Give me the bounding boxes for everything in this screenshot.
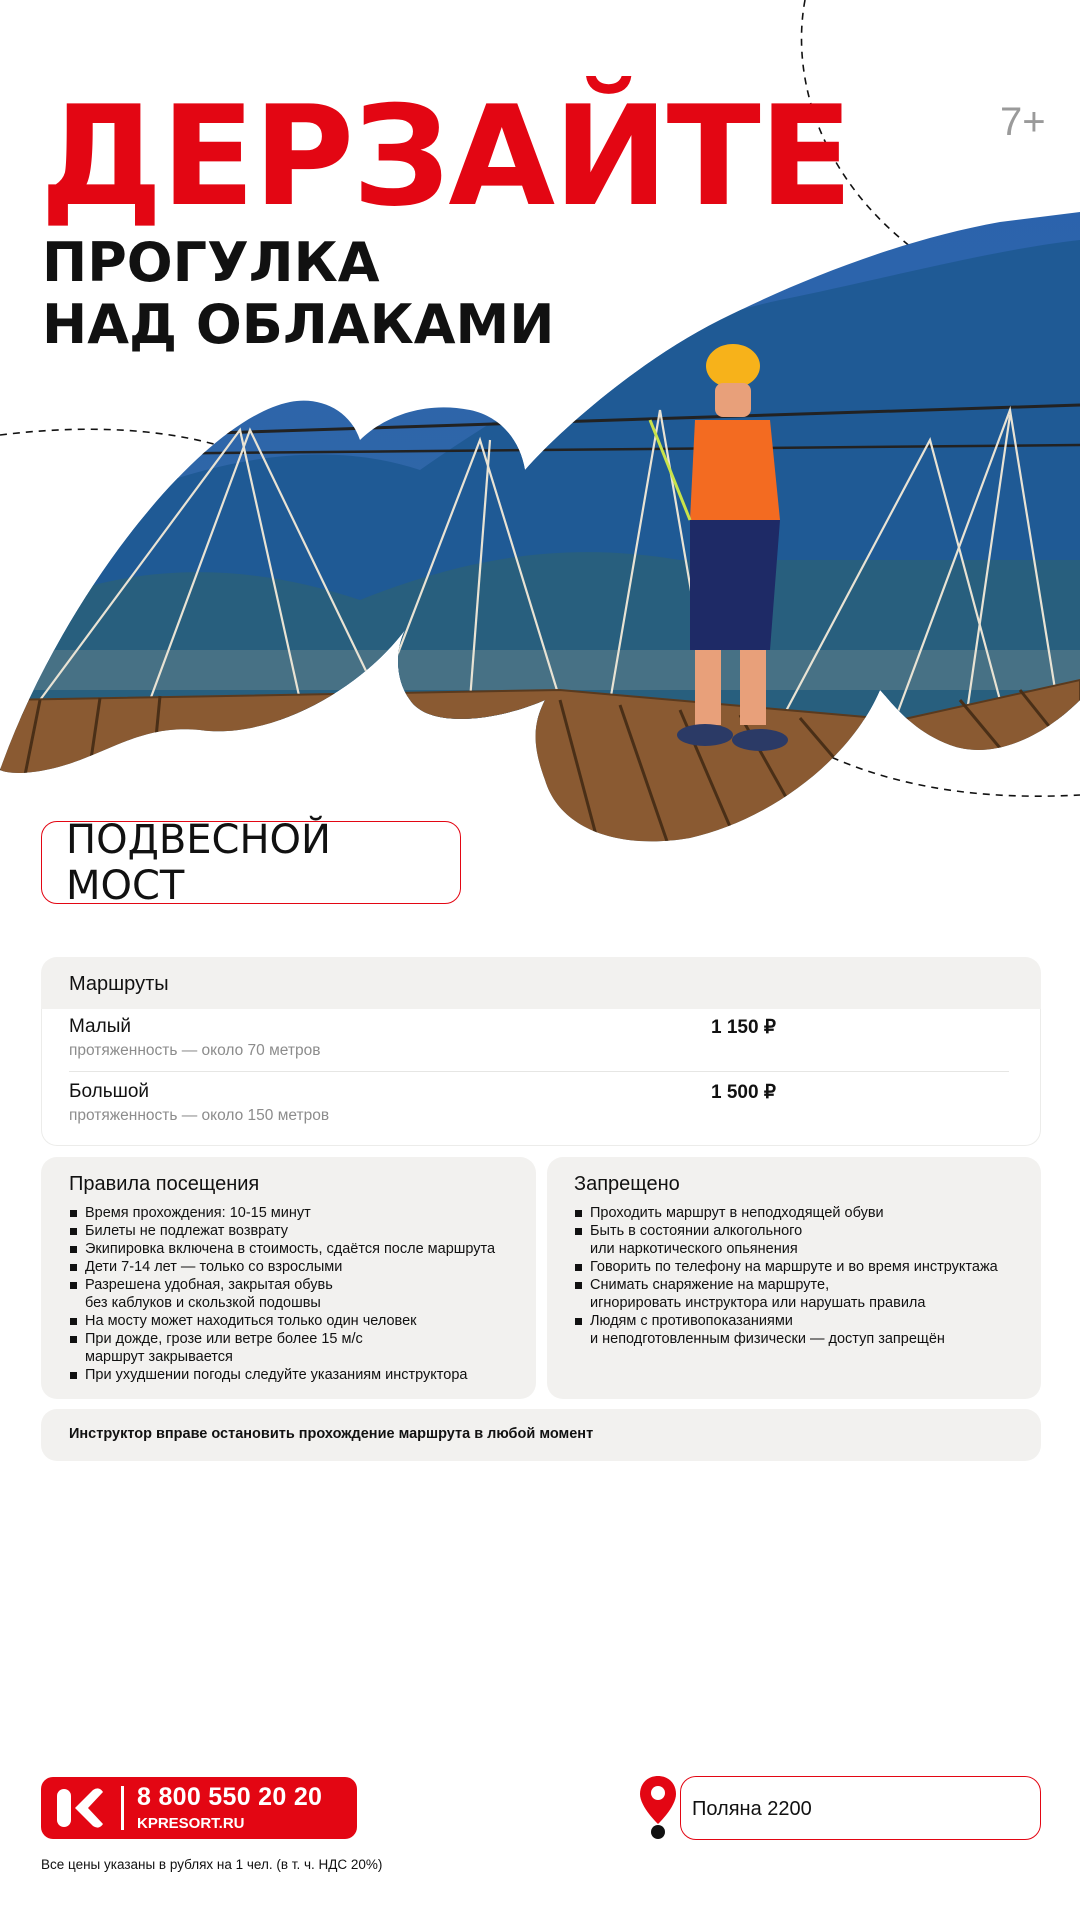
route-price: 1 500 ₽ [711,1082,776,1103]
list-item: Людям с противопоказаниями и неподготовленным физически — доступ запрещён [574,1312,1031,1348]
list-item: Говорить по телефону на маршруте и во время инструктажа [574,1258,1031,1276]
rules-panel [41,1157,536,1399]
age-rating: 7+ [1000,100,1046,144]
location-label: Поляна 2200 [680,1776,1041,1840]
route-price: 1 150 ₽ [711,1017,776,1038]
subtitle [42,232,554,356]
subtitle-line-2: НАД ОБЛАКАМИ [42,293,555,356]
contact-badge [41,1777,357,1839]
instructor-note: Инструктор вправе остановить прохождение маршрута в любой момент [41,1409,1041,1461]
venue-label: ПОДВЕСНОЙ МОСТ [41,821,461,904]
routes-title: Маршруты [41,957,1041,1009]
route-desc: протяженность — около 70 метров [69,1042,321,1059]
route-divider [69,1071,1009,1072]
list-item: Разрешена удобная, закрытая обувь без каблуков и скользкой подошвы [69,1276,526,1312]
list-item: Экипировка включена в стоимость, сдаётся после маршрута [69,1240,526,1258]
forbidden-title: Запрещено [574,1173,680,1195]
route-desc: протяженность — около 150 метров [69,1107,330,1124]
list-item: Снимать снаряжение на маршруте, игнорировать инструктора или нарушать правила [574,1276,1031,1312]
route-row [69,1016,1009,1060]
forbidden-panel [547,1157,1041,1399]
rules-title: Правила посещения [69,1173,260,1195]
list-item: При дожде, грозе или ветре более 15 м/с маршрут закрывается [69,1330,526,1366]
list-item: Проходить маршрут в неподходящей обуви [574,1204,1031,1222]
forbidden-list [574,1204,1031,1348]
list-item: Быть в состоянии алкогольного или наркотического опьянения [574,1222,1031,1258]
phone-number[interactable]: 8 800 550 20 20 [137,1783,323,1811]
price-footnote: Все цены указаны в рублях на 1 чел. (в т. ч. НДС 20%) [41,1857,383,1872]
k-logo-icon [55,1787,107,1829]
list-item: На мосту может находиться только один человек [69,1312,526,1330]
map-pin-icon [638,1774,678,1840]
route-name: Большой [69,1081,150,1102]
route-row [69,1081,1009,1125]
list-item: Дети 7-14 лет — только со взрослыми [69,1258,526,1276]
list-item: Билеты не подлежат возврату [69,1222,526,1240]
headline: ДЕРЗАЙТЕ [40,76,852,237]
logo-divider [121,1786,124,1830]
routes-table [41,1009,1041,1146]
subtitle-line-1: ПРОГУЛКА [42,231,380,294]
rules-list [69,1204,526,1384]
route-name: Малый [69,1016,131,1037]
list-item: Время прохождения: 10-15 минут [69,1204,526,1222]
list-item: При ухудшении погоды следуйте указаниям инструктора [69,1366,526,1384]
website-link[interactable]: KPRESORT.RU [137,1815,245,1832]
